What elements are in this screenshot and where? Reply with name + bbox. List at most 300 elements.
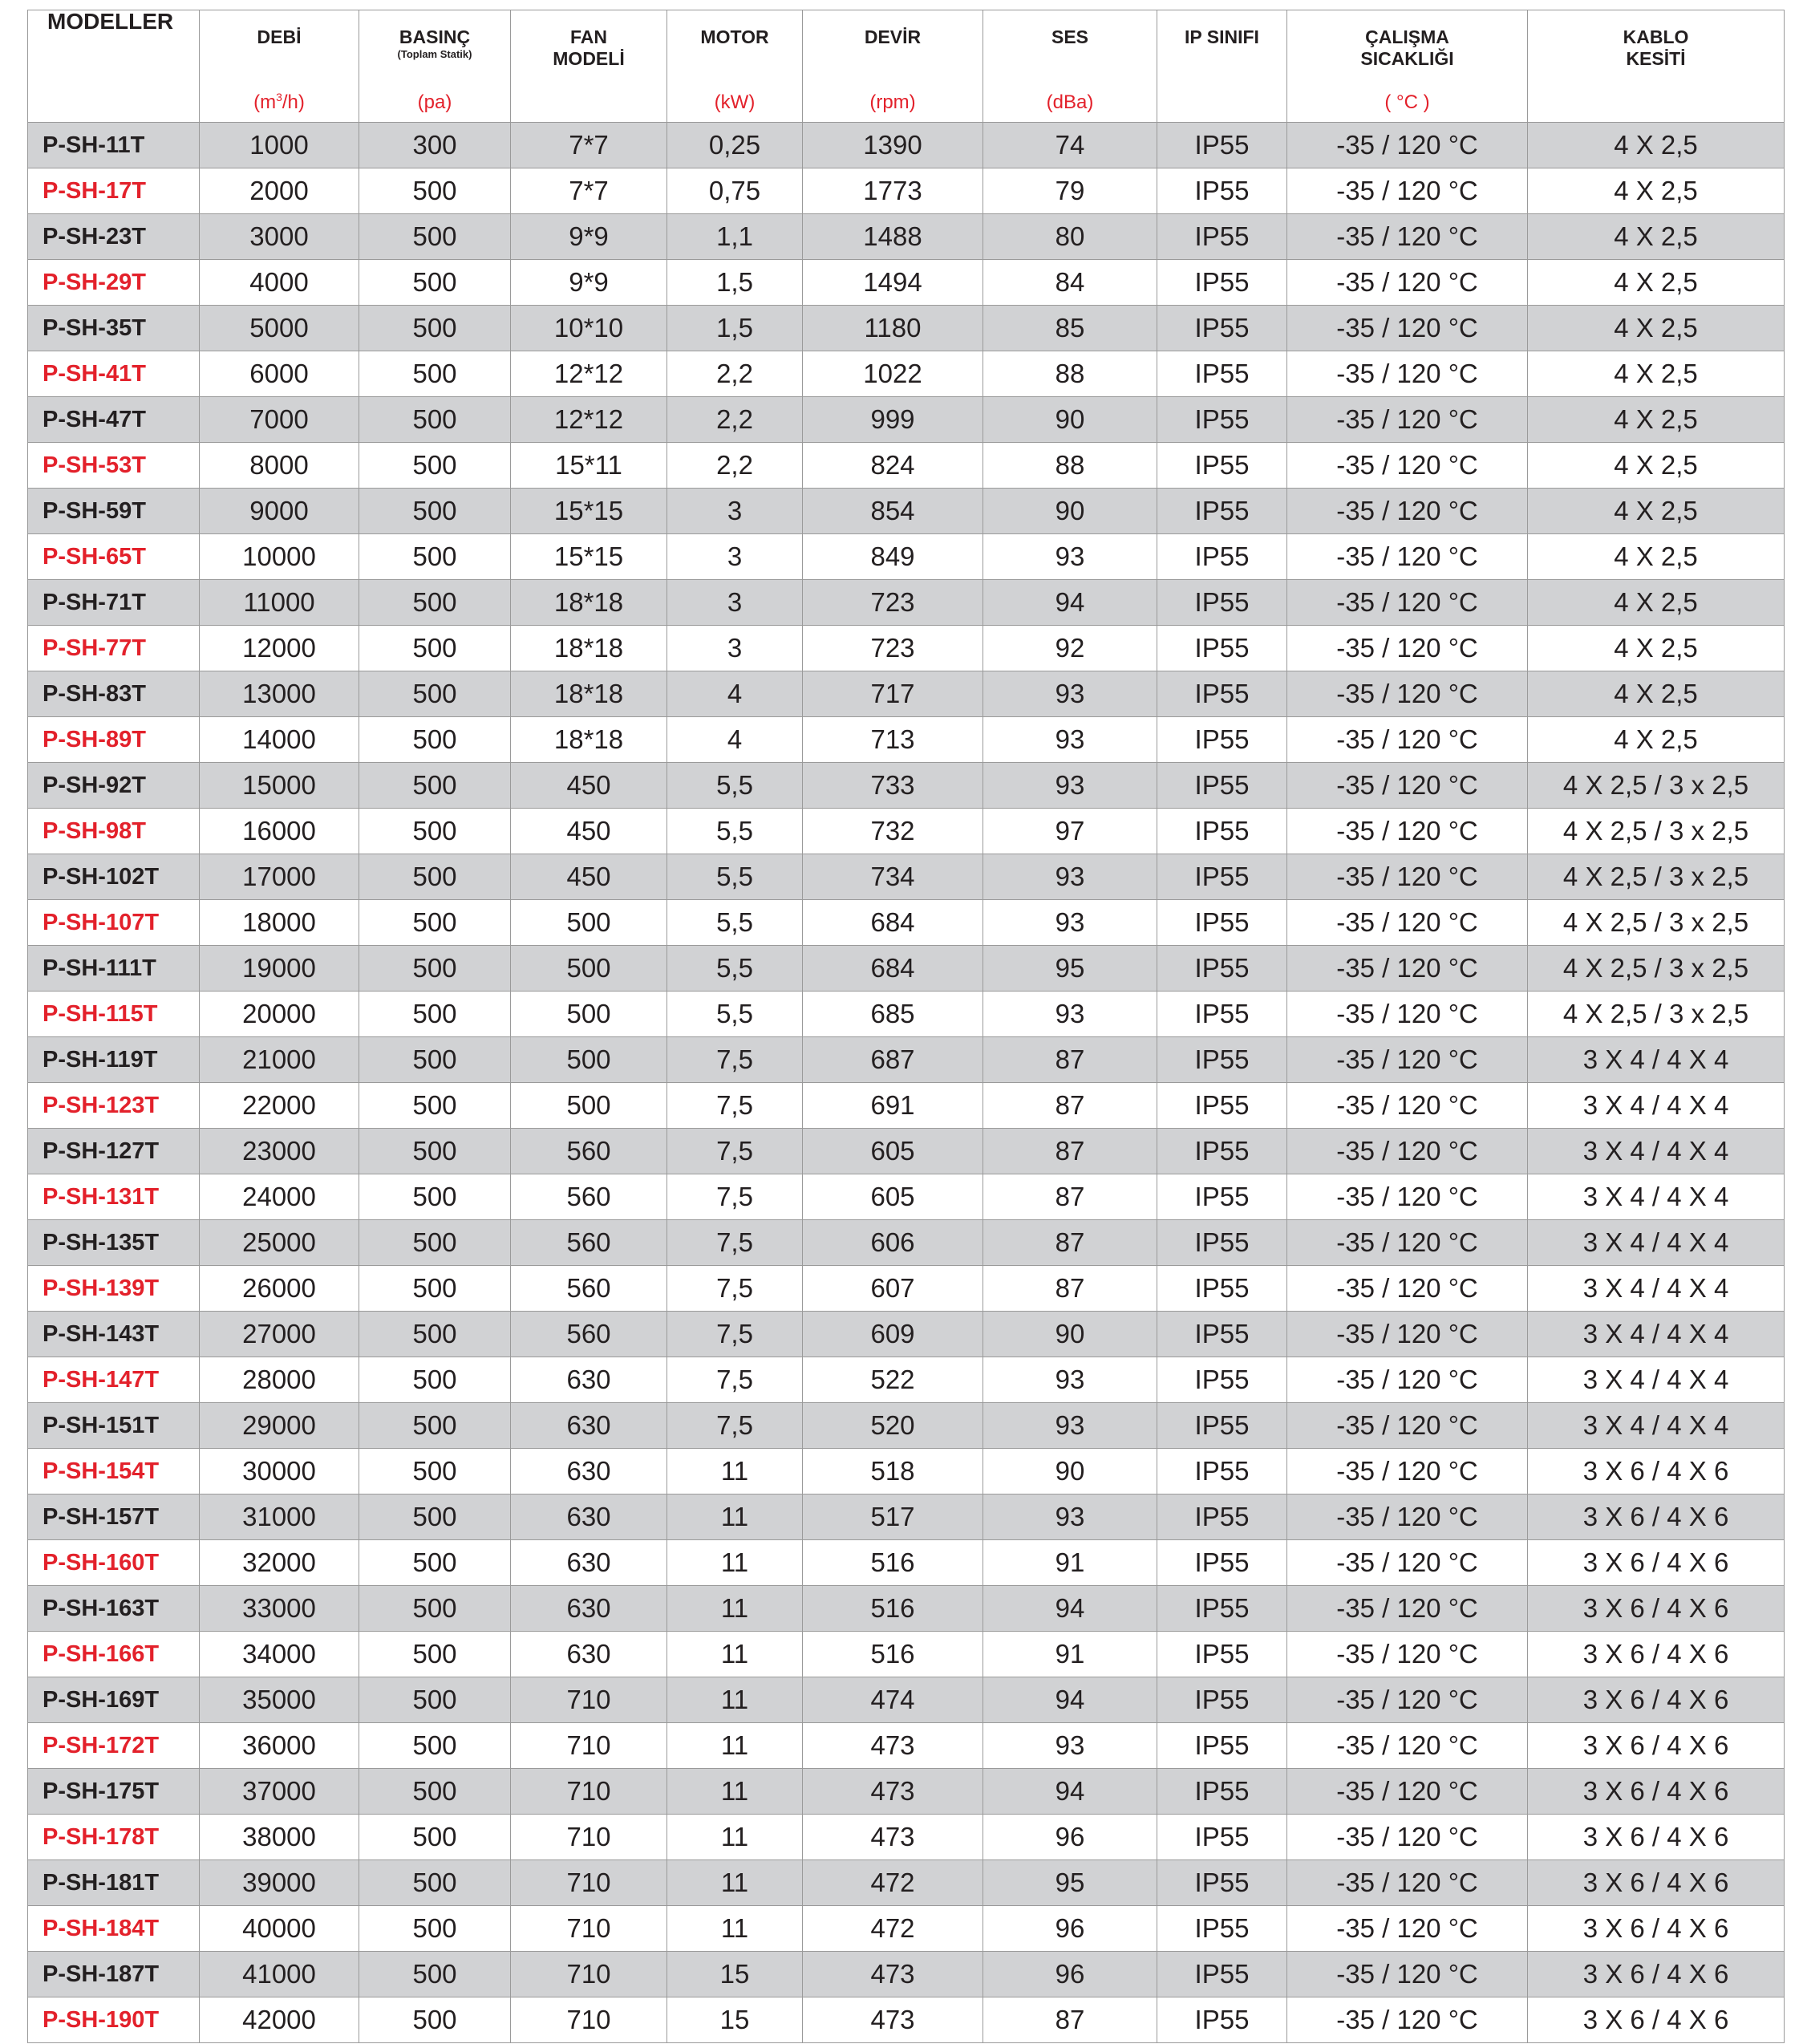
- table-cell: IP55: [1157, 1174, 1287, 1220]
- table-cell: 520: [803, 1403, 983, 1449]
- table-cell: 4 X 2,5: [1528, 626, 1785, 671]
- table-cell: 1390: [803, 123, 983, 168]
- table-cell: 7,5: [667, 1037, 803, 1083]
- table-row: [28, 534, 1785, 580]
- table-cell: -35 / 120 °C: [1287, 306, 1528, 351]
- table-cell: 96: [983, 1952, 1157, 1997]
- table-cell: 93: [983, 1723, 1157, 1769]
- table-cell: 500: [359, 214, 511, 260]
- model-cell: P-SH-166T: [28, 1632, 200, 1677]
- table-cell: 11: [667, 1449, 803, 1494]
- model-cell: P-SH-151T: [28, 1403, 200, 1449]
- table-cell: 500: [359, 1540, 511, 1586]
- table-cell: 3: [667, 534, 803, 580]
- table-cell: 16000: [200, 809, 359, 854]
- table-cell: 3: [667, 489, 803, 534]
- table-cell: 7,5: [667, 1357, 803, 1403]
- table-cell: 33000: [200, 1586, 359, 1632]
- table-cell: 710: [511, 1815, 667, 1860]
- table-cell: 3 X 6 / 4 X 6: [1528, 1494, 1785, 1540]
- table-cell: -35 / 120 °C: [1287, 717, 1528, 763]
- table-cell: 90: [983, 489, 1157, 534]
- table-cell: 500: [359, 1129, 511, 1174]
- table-cell: 500: [359, 946, 511, 992]
- table-cell: 10*10: [511, 306, 667, 351]
- table-cell: 605: [803, 1174, 983, 1220]
- table-cell: 500: [359, 992, 511, 1037]
- table-cell: 31000: [200, 1494, 359, 1540]
- column-unit: (dBa): [1046, 91, 1094, 113]
- model-cell: P-SH-83T: [28, 671, 200, 717]
- table-cell: 7*7: [511, 168, 667, 214]
- table-cell: 4 X 2,5: [1528, 214, 1785, 260]
- table-cell: -35 / 120 °C: [1287, 1860, 1528, 1906]
- table-cell: 18*18: [511, 626, 667, 671]
- table-cell: 607: [803, 1266, 983, 1312]
- table-cell: 4: [667, 717, 803, 763]
- table-cell: 80: [983, 214, 1157, 260]
- table-cell: 25000: [200, 1220, 359, 1266]
- model-cell: P-SH-123T: [28, 1083, 200, 1129]
- table-cell: IP55: [1157, 763, 1287, 809]
- table-cell: IP55: [1157, 580, 1287, 626]
- table-cell: 39000: [200, 1860, 359, 1906]
- column-header-name: DEBİ: [257, 26, 302, 47]
- table-cell: 500: [359, 1083, 511, 1129]
- table-cell: 7,5: [667, 1129, 803, 1174]
- column-header-name: ÇALIŞMA SICAKLIĞI: [1360, 26, 1454, 69]
- table-cell: 4 X 2,5 / 3 x 2,5: [1528, 854, 1785, 900]
- table-cell: 93: [983, 671, 1157, 717]
- model-cell: P-SH-181T: [28, 1860, 200, 1906]
- table-cell: 500: [511, 1037, 667, 1083]
- model-cell: P-SH-92T: [28, 763, 200, 809]
- table-cell: 6000: [200, 351, 359, 397]
- model-cell: P-SH-29T: [28, 260, 200, 306]
- table-cell: IP55: [1157, 900, 1287, 946]
- table-cell: 3 X 4 / 4 X 4: [1528, 1037, 1785, 1083]
- column-header-name: IP SINIFI: [1185, 26, 1259, 47]
- column-header-name: FAN MODELİ: [553, 26, 625, 69]
- table-cell: 732: [803, 809, 983, 854]
- table-row: [28, 1494, 1785, 1540]
- table-cell: 3 X 4 / 4 X 4: [1528, 1312, 1785, 1357]
- table-cell: 4 X 2,5: [1528, 443, 1785, 489]
- table-cell: IP55: [1157, 671, 1287, 717]
- table-cell: 4 X 2,5: [1528, 397, 1785, 443]
- table-cell: 723: [803, 580, 983, 626]
- table-row: [28, 1769, 1785, 1815]
- table-row: [28, 489, 1785, 534]
- table-cell: 3 X 6 / 4 X 6: [1528, 1723, 1785, 1769]
- table-cell: IP55: [1157, 854, 1287, 900]
- table-cell: IP55: [1157, 1083, 1287, 1129]
- table-cell: 87: [983, 1037, 1157, 1083]
- table-cell: 3 X 4 / 4 X 4: [1528, 1220, 1785, 1266]
- table-cell: IP55: [1157, 1677, 1287, 1723]
- table-cell: 500: [359, 626, 511, 671]
- table-cell: 4 X 2,5 / 3 x 2,5: [1528, 992, 1785, 1037]
- table-cell: IP55: [1157, 397, 1287, 443]
- table-cell: 522: [803, 1357, 983, 1403]
- table-cell: 500: [359, 1312, 511, 1357]
- model-cell: P-SH-147T: [28, 1357, 200, 1403]
- unit-superscript: 3: [276, 91, 282, 103]
- table-cell: 500: [359, 854, 511, 900]
- table-cell: 93: [983, 1403, 1157, 1449]
- column-header: [28, 10, 200, 123]
- table-cell: 87: [983, 1083, 1157, 1129]
- table-cell: 1,5: [667, 306, 803, 351]
- table-cell: 8000: [200, 443, 359, 489]
- table-cell: 14000: [200, 717, 359, 763]
- table-cell: -35 / 120 °C: [1287, 1449, 1528, 1494]
- table-cell: 500: [359, 809, 511, 854]
- table-cell: 734: [803, 854, 983, 900]
- table-cell: 93: [983, 1494, 1157, 1540]
- table-cell: 26000: [200, 1266, 359, 1312]
- table-row: [28, 1266, 1785, 1312]
- table-cell: 630: [511, 1403, 667, 1449]
- column-header: [667, 10, 803, 123]
- table-cell: 500: [359, 351, 511, 397]
- table-cell: -35 / 120 °C: [1287, 671, 1528, 717]
- table-cell: 11: [667, 1769, 803, 1815]
- table-cell: IP55: [1157, 1403, 1287, 1449]
- table-cell: 500: [359, 489, 511, 534]
- column-header: [200, 10, 359, 123]
- table-cell: -35 / 120 °C: [1287, 1586, 1528, 1632]
- table-cell: 474: [803, 1677, 983, 1723]
- table-cell: 1,5: [667, 260, 803, 306]
- column-header-name: DEVİR: [864, 26, 922, 47]
- table-cell: 5,5: [667, 809, 803, 854]
- table-cell: 92: [983, 626, 1157, 671]
- table-cell: 36000: [200, 1723, 359, 1769]
- table-cell: 500: [359, 1906, 511, 1952]
- table-cell: 87: [983, 1220, 1157, 1266]
- table-cell: -35 / 120 °C: [1287, 534, 1528, 580]
- table-row: [28, 1037, 1785, 1083]
- table-cell: 3000: [200, 214, 359, 260]
- model-cell: P-SH-17T: [28, 168, 200, 214]
- table-cell: 500: [359, 306, 511, 351]
- table-cell: 4 X 2,5 / 3 x 2,5: [1528, 946, 1785, 992]
- table-cell: 500: [511, 1083, 667, 1129]
- table-cell: 3 X 6 / 4 X 6: [1528, 1997, 1785, 2043]
- table-cell: 3 X 6 / 4 X 6: [1528, 1632, 1785, 1677]
- table-cell: 79: [983, 168, 1157, 214]
- table-cell: 93: [983, 534, 1157, 580]
- table-cell: 12000: [200, 626, 359, 671]
- table-cell: IP55: [1157, 1860, 1287, 1906]
- model-cell: P-SH-77T: [28, 626, 200, 671]
- table-cell: 88: [983, 351, 1157, 397]
- table-cell: 710: [511, 1677, 667, 1723]
- table-cell: 17000: [200, 854, 359, 900]
- table-cell: 472: [803, 1906, 983, 1952]
- table-cell: 500: [359, 671, 511, 717]
- table-cell: 94: [983, 1586, 1157, 1632]
- table-cell: 2,2: [667, 397, 803, 443]
- table-cell: 517: [803, 1494, 983, 1540]
- table-cell: 5,5: [667, 946, 803, 992]
- table-cell: 3 X 6 / 4 X 6: [1528, 1586, 1785, 1632]
- table-cell: 717: [803, 671, 983, 717]
- table-cell: -35 / 120 °C: [1287, 1906, 1528, 1952]
- header-row: [28, 10, 1785, 123]
- table-cell: 18*18: [511, 580, 667, 626]
- table-cell: 11: [667, 1723, 803, 1769]
- table-cell: 15*11: [511, 443, 667, 489]
- table-cell: 518: [803, 1449, 983, 1494]
- table-cell: 7,5: [667, 1220, 803, 1266]
- model-cell: P-SH-163T: [28, 1586, 200, 1632]
- table-cell: IP55: [1157, 1815, 1287, 1860]
- table-cell: -35 / 120 °C: [1287, 214, 1528, 260]
- table-cell: IP55: [1157, 1997, 1287, 2043]
- table-cell: 710: [511, 1723, 667, 1769]
- table-cell: -35 / 120 °C: [1287, 1723, 1528, 1769]
- table-cell: 500: [359, 1037, 511, 1083]
- table-cell: 560: [511, 1174, 667, 1220]
- model-cell: P-SH-139T: [28, 1266, 200, 1312]
- table-cell: -35 / 120 °C: [1287, 626, 1528, 671]
- table-cell: -35 / 120 °C: [1287, 351, 1528, 397]
- table-cell: -35 / 120 °C: [1287, 1129, 1528, 1174]
- table-row: [28, 168, 1785, 214]
- table-cell: -35 / 120 °C: [1287, 809, 1528, 854]
- table-row: [28, 1357, 1785, 1403]
- table-cell: 500: [359, 1403, 511, 1449]
- table-cell: 97: [983, 809, 1157, 854]
- table-cell: 710: [511, 1860, 667, 1906]
- table-cell: 1488: [803, 214, 983, 260]
- table-cell: 500: [359, 168, 511, 214]
- table-cell: 10000: [200, 534, 359, 580]
- table-cell: 472: [803, 1860, 983, 1906]
- column-header: [1287, 10, 1528, 123]
- table-cell: 7*7: [511, 123, 667, 168]
- table-cell: 3 X 6 / 4 X 6: [1528, 1952, 1785, 1997]
- table-cell: 87: [983, 1174, 1157, 1220]
- table-cell: 94: [983, 1769, 1157, 1815]
- table-cell: -35 / 120 °C: [1287, 1220, 1528, 1266]
- model-cell: P-SH-47T: [28, 397, 200, 443]
- table-cell: IP55: [1157, 1952, 1287, 1997]
- table-cell: 3 X 6 / 4 X 6: [1528, 1860, 1785, 1906]
- table-cell: 15000: [200, 763, 359, 809]
- column-header: [1157, 10, 1287, 123]
- table-cell: IP55: [1157, 1540, 1287, 1586]
- table-cell: 88: [983, 443, 1157, 489]
- table-cell: 609: [803, 1312, 983, 1357]
- table-cell: 3 X 4 / 4 X 4: [1528, 1403, 1785, 1449]
- column-header-name: MODELLER: [47, 9, 174, 34]
- table-cell: 29000: [200, 1403, 359, 1449]
- table-cell: 15*15: [511, 534, 667, 580]
- table-cell: 18*18: [511, 717, 667, 763]
- table-cell: 500: [359, 1723, 511, 1769]
- table-cell: 11: [667, 1815, 803, 1860]
- table-cell: -35 / 120 °C: [1287, 763, 1528, 809]
- model-cell: P-SH-111T: [28, 946, 200, 992]
- table-cell: 500: [359, 397, 511, 443]
- table-cell: -35 / 120 °C: [1287, 1997, 1528, 2043]
- table-cell: 4 X 2,5: [1528, 260, 1785, 306]
- table-row: [28, 854, 1785, 900]
- model-cell: P-SH-135T: [28, 1220, 200, 1266]
- table-cell: 27000: [200, 1312, 359, 1357]
- table-cell: IP55: [1157, 1357, 1287, 1403]
- table-cell: 20000: [200, 992, 359, 1037]
- model-cell: P-SH-115T: [28, 992, 200, 1037]
- table-row: [28, 1403, 1785, 1449]
- table-cell: 0,25: [667, 123, 803, 168]
- table-cell: 500: [359, 1494, 511, 1540]
- table-cell: 3 X 4 / 4 X 4: [1528, 1129, 1785, 1174]
- table-row: [28, 1449, 1785, 1494]
- table-cell: 5,5: [667, 992, 803, 1037]
- table-row: [28, 626, 1785, 671]
- table-cell: IP55: [1157, 260, 1287, 306]
- table-cell: 687: [803, 1037, 983, 1083]
- table-cell: 560: [511, 1220, 667, 1266]
- table-cell: 500: [359, 1677, 511, 1723]
- table-cell: IP55: [1157, 489, 1287, 534]
- table-cell: 1022: [803, 351, 983, 397]
- table-cell: 1494: [803, 260, 983, 306]
- table-cell: 32000: [200, 1540, 359, 1586]
- table-cell: 13000: [200, 671, 359, 717]
- table-cell: 1180: [803, 306, 983, 351]
- table-cell: 4000: [200, 260, 359, 306]
- table-cell: -35 / 120 °C: [1287, 1677, 1528, 1723]
- table-cell: 87: [983, 1129, 1157, 1174]
- column-header: [983, 10, 1157, 123]
- table-cell: 3 X 6 / 4 X 6: [1528, 1815, 1785, 1860]
- table-cell: 500: [359, 1632, 511, 1677]
- model-cell: P-SH-154T: [28, 1449, 200, 1494]
- table-row: [28, 809, 1785, 854]
- table-cell: 5,5: [667, 854, 803, 900]
- table-cell: 84: [983, 260, 1157, 306]
- table-cell: 606: [803, 1220, 983, 1266]
- table-cell: 3 X 6 / 4 X 6: [1528, 1769, 1785, 1815]
- table-cell: 2000: [200, 168, 359, 214]
- table-cell: 1,1: [667, 214, 803, 260]
- table-cell: IP55: [1157, 1312, 1287, 1357]
- table-cell: IP55: [1157, 1906, 1287, 1952]
- table-cell: 560: [511, 1266, 667, 1312]
- table-cell: IP55: [1157, 1266, 1287, 1312]
- model-cell: P-SH-41T: [28, 351, 200, 397]
- table-cell: 2,2: [667, 443, 803, 489]
- table-row: [28, 1860, 1785, 1906]
- table-cell: 4 X 2,5: [1528, 489, 1785, 534]
- column-header-name: BASINÇ: [399, 26, 471, 47]
- table-cell: 3: [667, 626, 803, 671]
- table-row: [28, 992, 1785, 1037]
- table-cell: 4 X 2,5: [1528, 671, 1785, 717]
- table-cell: 15*15: [511, 489, 667, 534]
- table-cell: 11: [667, 1494, 803, 1540]
- table-cell: 19000: [200, 946, 359, 992]
- table-cell: IP55: [1157, 1037, 1287, 1083]
- table-cell: -35 / 120 °C: [1287, 1403, 1528, 1449]
- table-cell: 12*12: [511, 351, 667, 397]
- table-cell: 4 X 2,5 / 3 x 2,5: [1528, 809, 1785, 854]
- table-cell: -35 / 120 °C: [1287, 946, 1528, 992]
- table-row: [28, 1312, 1785, 1357]
- table-row: [28, 717, 1785, 763]
- table-cell: 733: [803, 763, 983, 809]
- table-header: [28, 10, 1785, 123]
- table-cell: 28000: [200, 1357, 359, 1403]
- column-unit: ( °C ): [1384, 91, 1430, 113]
- table-cell: 24000: [200, 1174, 359, 1220]
- table-row: [28, 260, 1785, 306]
- table-cell: -35 / 120 °C: [1287, 1174, 1528, 1220]
- table-cell: 500: [359, 900, 511, 946]
- table-cell: 450: [511, 854, 667, 900]
- table-cell: IP55: [1157, 1723, 1287, 1769]
- table-cell: 500: [359, 1357, 511, 1403]
- table-cell: 74: [983, 123, 1157, 168]
- table-cell: 91: [983, 1540, 1157, 1586]
- table-cell: 11: [667, 1906, 803, 1952]
- table-cell: 500: [359, 580, 511, 626]
- table-cell: IP55: [1157, 123, 1287, 168]
- table-cell: 500: [359, 443, 511, 489]
- table-cell: -35 / 120 °C: [1287, 1357, 1528, 1403]
- model-cell: P-SH-59T: [28, 489, 200, 534]
- column-header: [511, 10, 667, 123]
- table-cell: 710: [511, 1952, 667, 1997]
- table-cell: 35000: [200, 1677, 359, 1723]
- table-cell: 12*12: [511, 397, 667, 443]
- table-cell: IP55: [1157, 443, 1287, 489]
- table-cell: 11: [667, 1677, 803, 1723]
- table-cell: 450: [511, 809, 667, 854]
- model-cell: P-SH-187T: [28, 1952, 200, 1997]
- table-cell: 87: [983, 1266, 1157, 1312]
- table-cell: 473: [803, 1815, 983, 1860]
- table-cell: 630: [511, 1494, 667, 1540]
- table-cell: 3 X 6 / 4 X 6: [1528, 1906, 1785, 1952]
- table-cell: 7,5: [667, 1266, 803, 1312]
- column-header-name: KABLO KESİTİ: [1623, 26, 1689, 69]
- table-cell: 630: [511, 1632, 667, 1677]
- table-cell: 93: [983, 1357, 1157, 1403]
- table-cell: 5000: [200, 306, 359, 351]
- table-row: [28, 1677, 1785, 1723]
- table-cell: 516: [803, 1540, 983, 1586]
- table-cell: 3 X 6 / 4 X 6: [1528, 1677, 1785, 1723]
- table-cell: 4 X 2,5 / 3 x 2,5: [1528, 763, 1785, 809]
- table-cell: 4 X 2,5: [1528, 306, 1785, 351]
- table-cell: 7,5: [667, 1174, 803, 1220]
- table-cell: IP55: [1157, 534, 1287, 580]
- model-cell: P-SH-119T: [28, 1037, 200, 1083]
- table-cell: -35 / 120 °C: [1287, 854, 1528, 900]
- model-cell: P-SH-172T: [28, 1723, 200, 1769]
- table-cell: 5,5: [667, 763, 803, 809]
- table-cell: 710: [511, 1997, 667, 2043]
- table-cell: 3 X 4 / 4 X 4: [1528, 1174, 1785, 1220]
- table-row: [28, 214, 1785, 260]
- column-header-subtitle: (Toplam Statik): [397, 48, 472, 60]
